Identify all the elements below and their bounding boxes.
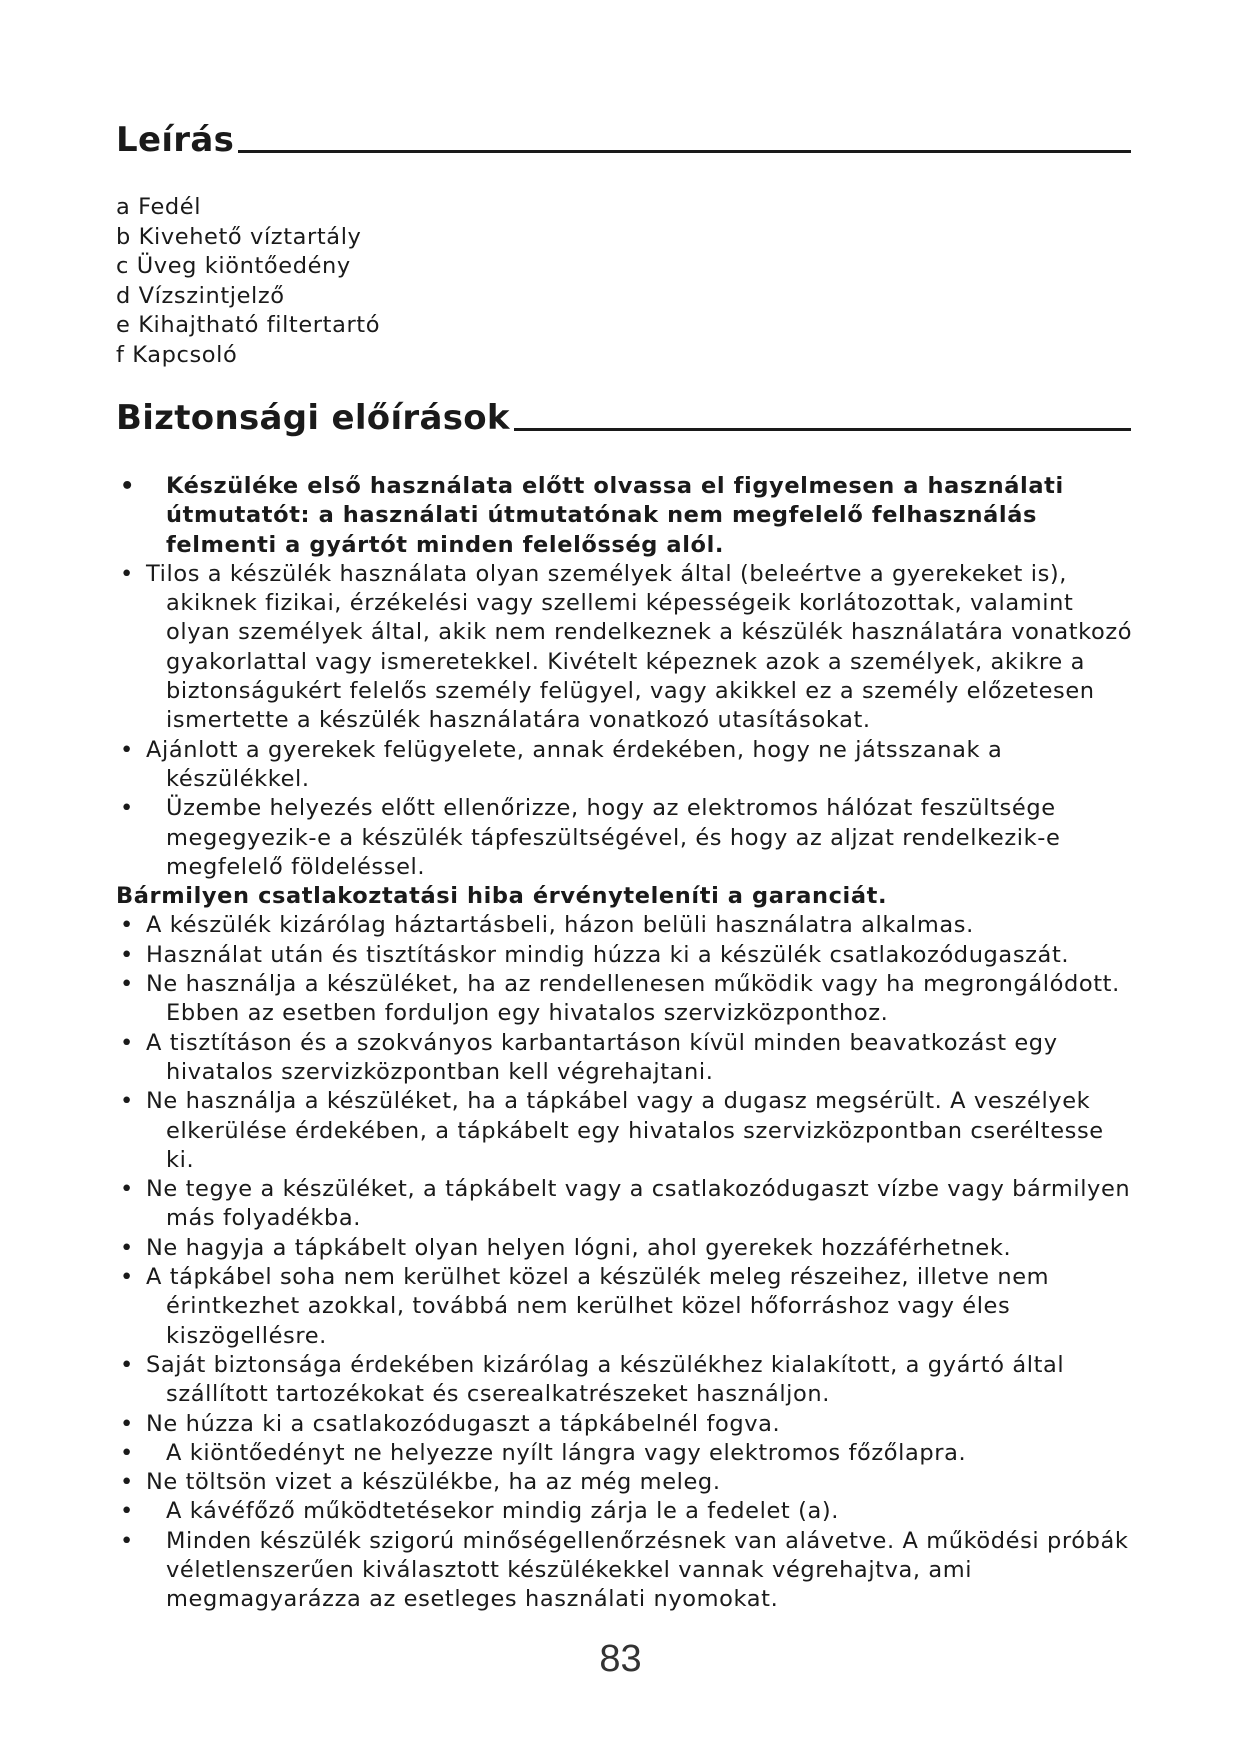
bullet: • xyxy=(120,1088,134,1115)
safety-item-text: Minden készülék szigorú minőségellenőrzésnek van alávetve. A működési próbák véletlenszerűen kiválasztott készülékekkel vannak végrehajtva, ami megmagyarázza az esetleges használati nyomokat. xyxy=(166,1527,1129,1613)
safety-item-text: Saját biztonsága érdekében kizárólag a készülékhez kialakított, a gyártó által szállított tartozékokat és cserealkatrészeket használjon. xyxy=(146,1351,1065,1408)
safety-item xyxy=(116,794,1136,882)
section-heading-safety xyxy=(116,398,1131,438)
part-item: e Kihajtható filtertartó xyxy=(116,312,381,338)
part-item: a Fedél xyxy=(116,194,202,220)
safety-item xyxy=(116,472,1136,560)
bullet: • xyxy=(120,1410,134,1437)
warranty-note: Bármilyen csatlakoztatási hiba érvényteleníti a garanciát. xyxy=(116,883,888,910)
part-item: b Kivehető víztartály xyxy=(116,223,362,250)
bullet: • xyxy=(120,1351,134,1378)
safety-item xyxy=(116,1497,1136,1526)
bullet: • xyxy=(120,1234,134,1261)
safety-item xyxy=(116,1410,1136,1439)
safety-item xyxy=(116,1351,1136,1410)
bullet: • xyxy=(120,941,134,968)
safety-item-text: Ajánlott a gyerekek felügyelete, annak érdekében, hogy ne játsszanak a készülékkel. xyxy=(146,736,1003,792)
safety-item-text: A tápkábel soha nem kerülhet közel a készülék meleg részeihez, illetve nem érintkezhet azokkal, továbbá nem kerülhet közel hőforráshoz vagy éles kiszögellésre. xyxy=(146,1264,1050,1349)
safety-title: Biztonsági előírások xyxy=(116,398,510,438)
bullet: • xyxy=(120,473,135,499)
safety-item-text: A tisztításon és a szokványos karbantartáson kívül minden beavatkozást egy hivatalos szervizközpontban kell végrehajtani. xyxy=(146,1029,1058,1085)
heading-rule xyxy=(238,150,1131,153)
safety-item xyxy=(116,911,1136,940)
safety-item-text: Ne töltsön vizet a készülékbe, ha az még meleg. xyxy=(146,1469,721,1496)
safety-item xyxy=(116,1468,1136,1497)
part-item: c Üveg kiöntőedény xyxy=(116,253,351,279)
safety-item-text: Ne tegye a készüléket, a tápkábelt vagy a csatlakozódugaszt vízbe vagy bármilyen más folyadékba. xyxy=(146,1176,1131,1232)
bullet: • xyxy=(120,1029,134,1056)
bullet: • xyxy=(120,1264,134,1291)
bullet: • xyxy=(120,560,134,587)
page-number: 83 xyxy=(599,1638,642,1680)
heading-rule xyxy=(514,428,1131,431)
safety-item-text: Készüléke első használata előtt olvassa el figyelmesen a használati útmutatót: a használati útmutatónak nem megfelelő felhasználás felmenti a gyártót minden felelősség alól. xyxy=(166,473,1064,558)
part-item: f Kapcsoló xyxy=(116,341,238,368)
section-heading-description xyxy=(116,120,1131,160)
safety-item-text: Ne használja a készüléket, ha az rendellenesen működik vagy ha megrongálódott. Ebben az esetben forduljon egy hivatalos szervizközponthoz. xyxy=(146,971,1120,1027)
safety-item xyxy=(116,1439,1136,1468)
safety-item-text: Használat után és tisztításkor mindig húzza ki a készülék csatlakozódugaszát. xyxy=(146,941,1070,968)
safety-item-text: Ne hagyja a tápkábelt olyan helyen lógni, ahol gyerekek hozzáférhetnek. xyxy=(146,1234,1012,1261)
safety-item xyxy=(116,560,1136,736)
safety-item-text: A kávéfőző működtetésekor mindig zárja le a fedelet (a). xyxy=(166,1498,839,1525)
safety-item xyxy=(116,736,1136,795)
safety-item xyxy=(116,1175,1136,1234)
safety-item xyxy=(116,941,1136,970)
safety-list xyxy=(116,472,1136,1615)
safety-item-text: A kiöntőedényt ne helyezze nyílt lángra vagy elektromos főzőlapra. xyxy=(166,1439,967,1466)
bullet: • xyxy=(120,1439,134,1466)
part-item: d Vízszintjelző xyxy=(116,282,285,309)
bullet: • xyxy=(120,736,134,763)
bullet: • xyxy=(120,1498,134,1525)
bullet: • xyxy=(120,795,134,822)
safety-item-text: A készülék kizárólag háztartásbeli, házon belüli használatra alkalmas. xyxy=(146,912,974,939)
bullet: • xyxy=(120,1527,134,1554)
safety-item xyxy=(116,1029,1136,1088)
bullet: • xyxy=(120,971,134,998)
safety-item-text: Ne használja a készüléket, ha a tápkábel vagy a dugasz megsérült. A veszélyek elkerülése érdekében, a tápkábelt egy hivatalos szervizközpontban cseréltesse ki. xyxy=(146,1088,1104,1173)
safety-item-text: Üzembe helyezés előtt ellenőrizze, hogy az elektromos hálózat feszültsége megegyezik-e a készülék tápfeszültségével, és hogy az aljzat rendelkezik-e megfelelő földeléssel. xyxy=(166,795,1061,880)
safety-item xyxy=(116,970,1136,1029)
safety-item-text: Tilos a készülék használata olyan személyek által (beleértve a gyerekeket is), akiknek fizikai, érzékelési vagy szellemi képességeik korlátozottak, valamint olyan személyek által, akik nem rendelkeznek a készülék használatára vonatkozó gyakorlattal vagy ismeretekkel. Kivételt képeznek azok a személyek, akikre a biztonságukért felelős személy felügyel, vagy akikkel ez a személy előzetesen ismertette a készülék használatára vonatkozó utasításokat. xyxy=(146,560,1133,734)
safety-item-text: Ne húzza ki a csatlakozódugaszt a tápkábelnél fogva. xyxy=(146,1410,781,1437)
safety-item xyxy=(116,1527,1136,1615)
bullet: • xyxy=(120,1176,134,1203)
bullet: • xyxy=(120,1469,134,1496)
safety-item xyxy=(116,1087,1136,1175)
parts-list xyxy=(116,193,380,370)
description-title: Leírás xyxy=(116,120,235,160)
bullet: • xyxy=(120,912,134,939)
safety-item xyxy=(116,1234,1136,1263)
safety-item xyxy=(116,1263,1136,1351)
